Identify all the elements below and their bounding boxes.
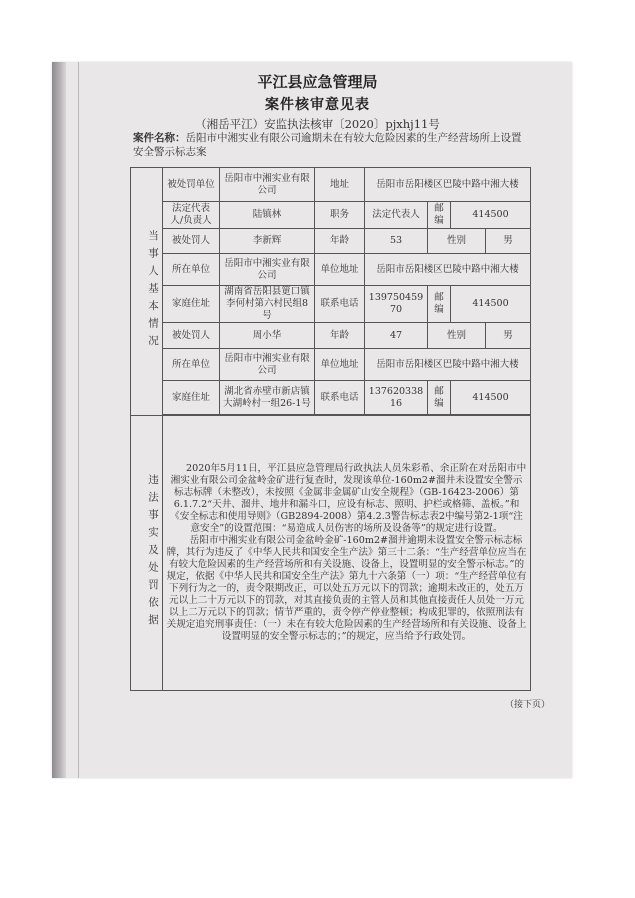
position-value: 法定代表人 [365, 202, 428, 229]
person1-phone: 13975045970 [365, 286, 428, 323]
person2-unit-label: 所在单位 [163, 349, 220, 381]
rep-value: 陆镇林 [220, 202, 315, 229]
entity-address: 岳阳市岳阳楼区巴陵中路中湘大楼 [365, 168, 531, 202]
continuation-note: （接下页） [505, 700, 551, 710]
case-name-label: 案件名称： [133, 132, 186, 144]
person1-name: 李新辉 [220, 229, 315, 254]
person2-unit-addr: 岳阳市岳阳楼区巴陵中路中湘大楼 [365, 349, 531, 381]
position-label: 职务 [315, 202, 365, 229]
person2-home: 湖北省赤壁市新店镇大湖岭村一组26-1号 [220, 381, 315, 415]
person1-postcode-label: 邮编 [428, 286, 451, 323]
person2-unit-addr-label: 单位地址 [315, 349, 365, 381]
person2-name: 周小华 [220, 323, 315, 349]
person1-age: 53 [365, 229, 428, 254]
margin-line [78, 62, 79, 778]
person1-postcode: 414500 [451, 286, 531, 323]
person1-unit-addr: 岳阳市岳阳楼区巴陵中路中湘大楼 [365, 254, 531, 286]
person2-home-label: 家庭住址 [163, 381, 220, 415]
facts-paragraph-2: 岳阳市中湘实业有限公司金盆岭金矿-160m2#溜井逾期未设置安全警示标志标牌，其行为违反了《中华人民共和国安全生产法》第三十二条：“生产经营单位应当在有较大危险因素的生产经营场所和有关设施、设备上，设置明显的安全警示标志。”的规定，依据《中华人民共和国安全生产法》第九十六条第（一）项：“生产经营单位有下列行为之一的，责令限期改正，可以处五万元以下的罚款；逾期未改正的，处五万元以上二十万元以下的罚款，对其直接负责的主管人员和其他直接责任人员处一万元以上二万元以下的罚款；情节严重的，责令停产停业整顿；构成犯罪的，依照刑法有关规定追究刑事责任：（一）未在有较大危险因素的生产经营场所和有关设施、设备上设置明显的安全警示标志的；”的规定，应当给予行政处罚。 [166, 535, 527, 642]
entity-value: 岳阳市中湘实业有限公司 [220, 168, 315, 202]
person2-sex: 男 [486, 323, 531, 349]
case-name-value: 岳阳市中湘实业有限公司逾期未在有较大危险因素的生产经营场所上设置安全警示标志案 [133, 132, 522, 158]
person1-unit: 岳阳市中湘实业有限公司 [220, 254, 315, 286]
facts-paragraph-1: 2020年5月11日，平江县应急管理局行政执法人员朱彩希、余正阶在对岳阳市中湘实业有限公司金盆岭金矿进行复查时，发现该单位-160m2#溜井未设置安全警示标志标牌（未整改），未按照《金属非金属矿山安全规程》（GB-16423-2006）第6.1.7.2“天井、溜井、地井和漏斗口，应设有标志、照明、护栏或格筛、盖板。”和《安全标志和使用导则》（GB2894-2008）第4.2.3警告标志表2中编号第2-1项“注意安全”的设置范围：“易造成人员伤害的场所及设备等”的规定进行设置。 [170, 463, 527, 534]
document-number: （湘岳平江）安监执法核审〔2020〕pjxhj11号 [195, 117, 440, 131]
person2-age: 47 [365, 323, 428, 349]
person1-unit-addr-label: 单位地址 [315, 254, 365, 286]
person2-postcode: 414500 [451, 381, 531, 415]
person1-label: 被处罚人 [163, 229, 220, 254]
person2-age-label: 年龄 [315, 323, 365, 349]
person1-home: 湖南省岳阳县筻口镇李何村第六村民组8号 [220, 286, 315, 323]
entity-label: 被处罚单位 [163, 168, 220, 202]
agency-title: 平江县应急管理局 [257, 73, 378, 91]
person1-age-label: 年龄 [315, 229, 365, 254]
case-review-table [130, 167, 531, 691]
person1-home-label: 家庭住址 [163, 286, 220, 323]
facts-section-label: 违法事实及处罚依据 [131, 416, 163, 691]
facts-text [163, 416, 531, 691]
case-name-block [133, 131, 528, 159]
parties-section-label: 当事人基本情况 [131, 168, 163, 416]
entity-postcode: 414500 [451, 202, 531, 229]
person2-postcode-label: 邮编 [428, 381, 451, 415]
binding-edge [52, 62, 66, 778]
person2-phone: 13762033816 [365, 381, 428, 415]
person1-phone-label: 联系电话 [315, 286, 365, 323]
person2-unit: 岳阳市中湘实业有限公司 [220, 349, 315, 381]
rep-label: 法定代表人/负责人 [163, 202, 220, 229]
entity-address-label: 地址 [315, 168, 365, 202]
entity-postcode-label: 邮编 [428, 202, 451, 229]
form-title: 案件核审意见表 [265, 97, 370, 113]
person2-label: 被处罚人 [163, 323, 220, 349]
person2-sex-label: 性别 [428, 323, 486, 349]
person1-sex: 男 [486, 229, 531, 254]
person2-phone-label: 联系电话 [315, 381, 365, 415]
person1-sex-label: 性别 [428, 229, 486, 254]
person1-unit-label: 所在单位 [163, 254, 220, 286]
